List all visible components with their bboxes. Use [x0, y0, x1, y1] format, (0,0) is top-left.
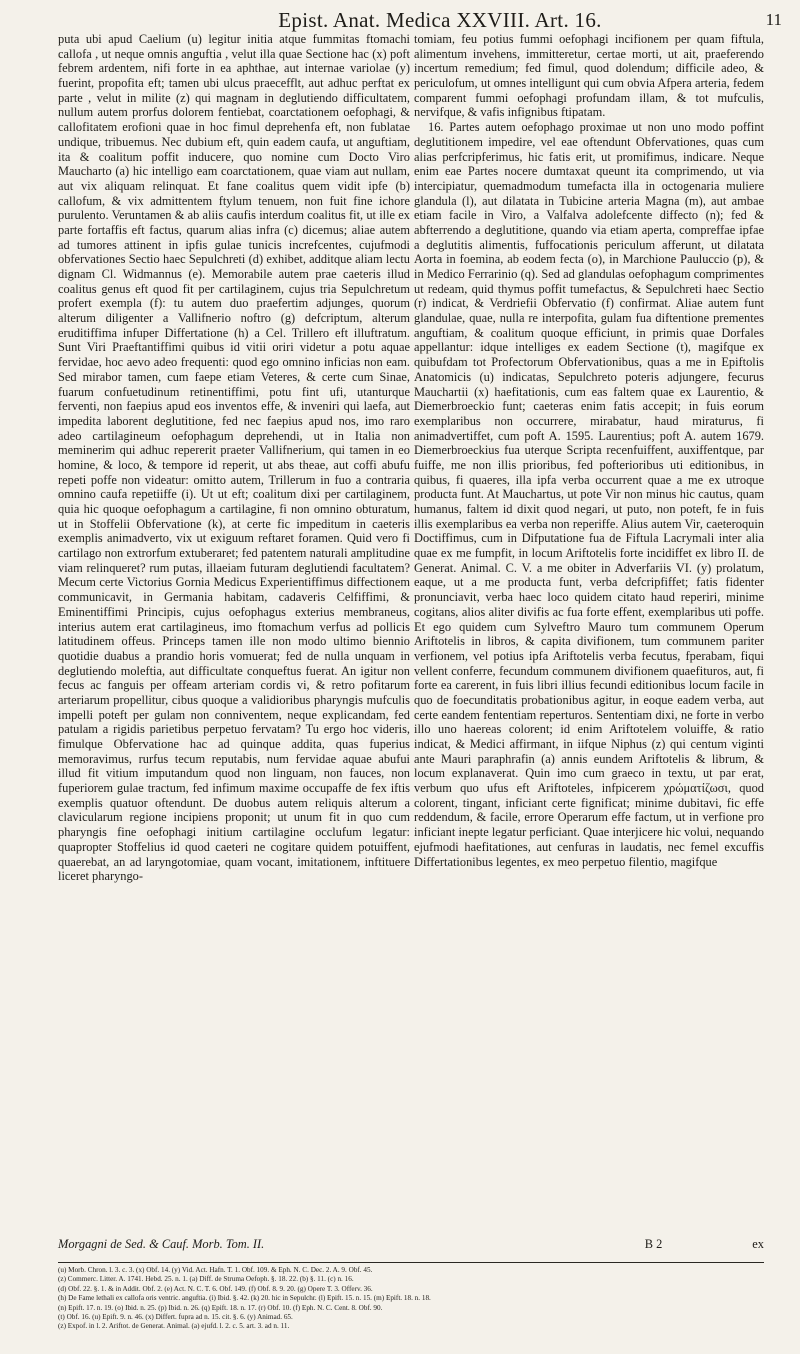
paragraph: puta ubi apud Caelium (u) legitur initia atque fummitas ftomachi callofa , ut neque omnis anguftia , velut illa quae Sectione hac (x) poft febrem ardentem, nifi forte in ea aphthae, aut internae variolae (y) fuerint, propofita eft; tamen ubi ulcus praecefflt, aut adhuc perftat ex parte , velut in milite (z) qui magnam in deglutiendo difficultatem, nullum autem prorfus dolorem fentiebat, coarctationem oefophagi, & callofitatem erofioni quae in hoc fimul deprehenfa eft, non fublatae undique, tribuemus. Nec dubium eft, quin eadem caufa, ut anguftiam, ita & coalitum poffit inducere, quo nomine cum Docto Viro Maucharto (a) hic intelligo eam coarctationem, quae viam aut nullam, aut vix aliquam relinquat. Et fane coalitus quem vidit ipfe (b) callofum, & vix admittentem ftylum tenuem, non fuit fine ichore purulento. Veruntamen & ab aliis caufis interdum coalitus fit, ut ille ex parte fortaffis eft factus, quarum alias infra (c) dicemus; aliae autem ad tumores attinent in ipfis gulae tunicis increfcentes, cujufmodi obfervationes Sectio haec Sepulchreti (d) exhibet, additque aliam lectu dignam Cl. Widmannus (e). Memorabile autem prae caeteris illud coalitus genus eft quod fit per cartilaginem, cujus tria Sepulchretum profert exempla (f): tu autem duo praefertim adjunges, quorum alterum diligenter a Vallifnerio noftro (g) defcriptum, alterum eruditiffima infuper Differtatione (h) a Cel. Trillero eft illuftratum. Sunt Viri Praeftantiffimi quibus id vitii oriri videtur a potu aquae fervidae, hoc aevo adeo frequenti: quod ego omnino inficias non eam. Sed mirabor tamen, cum faepe etiam Veteres, & certe cum Sinae, fuarum confuetudinum retinentiffimi, potu fint ufi, utanturque ferventi, non faepius apud eos inventos effe, & inveniri qui laefa, aut impedita laborent deglutitione, fed nec faepius apud nos, imo raro adeo cartilagineum oefophagum deprehendi, ut in Italia non meminerim qui adhuc repererit praeter Vallifnerium, qui tamen in eo homine, & loco, & tempore id reperit, ut abs theae, aut coffi abufu repeti poffe non videatur: omitto autem, Trillerum in fuo a contraria omnino caufa repetiiffe (i). Ut ut eft; coalitum dixi per cartilaginem, quia hic quoque oefophagum a cartilagine, fi non omnino obturatum, ut in Stoffelii Obfervatione (k), at certe fic impeditum in caeteris exemplis animadverto, vix ut exiguum reftaret foramen. Quid vero fi cartilago non extrorfum extuberaret; fed patentem naturali amplitudine viam relinqueret? rum putas, illaeiam futuram deglutiendi facultatem? Mecum certe Victorius Gornia Medicus Experientiffimus diffectionem communicavit, in Germania habitam, cadaveris Celfiffimi, & Eminentiffimi Principis, cujus oefophagus exterius membraneus, interius autem erat cartilagineus, imo ftomachum verfus ad pollicis latitudinem offeus. Princeps tamen ille non modo ultimo biennio quotidie duabus a prandio horis vomuerat; fed de nulla unquam in deglutiendo moleftia, aut difficultate conqueftus fuerat. An igitur non fecus ac fanguis per offeam arteriam cordis vi, & retro pofitarum arteriarum propellitur, cibus quoque a validioribus pharyngis mufculis impelli poteft per gulam non conniventem, neque explicandam, fed patulam a rigidis parietibus perpetuo fervatam? Tu ergo hoc videris, fimulque Obfervatione hac ad quinque addita, quas fuperius memoravimus, rurfus tecum reputabis, num fervidae aquae abufui illud fit vitium imputandum quod non linguam, non fauces, non fuperiorem gulae tractum, fed infimum maxime occupaffe de fex iftis exemplis quatuor oftendunt. De duobus autem reliquis alterum a clavicularum regione incipiens proponit; ut unum fit in quo cum pharyngis fine oefophagi initium cartilagine occlufum legatur: quapropter Stoffelius id quod caeteri ne cogitare quidem potuiffent, quaerebat, an ad laryngotomiae, quam vocant, imitationem, inftituere liceret pharyngo-: [58, 32, 410, 884]
right-column: [414, 32, 764, 869]
footnotes: [58, 1266, 764, 1332]
paragraph: tomiam, feu potius fummi oefophagi incifionem per quam fiftula, alimentum invehens, immitteretur, certae morti, ut ait, praeferendo incertum remedium; fed fimul, quod dolendum; difficile adeo, & periculofum, ut omnes intelligunt qui cum obvia Afpera arteria, fedem comparent fummi oefophagi profundam illam, & tot mufculis, nervifque, & vafis infignibus ftipatam.: [414, 32, 764, 120]
footnote-line: (t) Obf. 16. (u) Epift. 9. n. 46. (x) Differt. fupra ad n. 15. cit. §. 6. (y) Animad. 65.: [58, 1313, 293, 1322]
left-column: [58, 32, 410, 884]
paragraph: 16. Partes autem oefophago proximae ut non uno modo poffint deglutitionem impedire, vel eae oftendunt Obfervationes, quas cum alias perfcripferimus, hic fatis erit, ut promifimus, indicare. Neque enim eae Partes nocere dumtaxat queunt ita comprimendo, ut via intercipiatur, quemadmodum tumefacta illa in octogenaria muliere glandula (l), aut dilatata in Tubicine arteria Magna (m), aut ambae etiam facile in Viro, a Valfalva adolefcente diffecto (n); fed & abfterrendo a deglutitione, quando via etiam aperta, compreffae ipfae a deglutitis alimentis, fuffocationis periculum afferunt, ut dilatata Aorta in foemina, ab eodem fecta (o), in Marchione Pauluccio (p), & in Medico Ferrarinio (q). Sed ad glandulas oefophagum comprimentes ut redeam, quid thymus poffit tumefactus, & Sepulchreti haec Sectio (r) indicat, & Verdriefii Obfervatio (f) confirmat. Aliae autem funt glandulae, quae, nulla re interpofita, gulam fua diftentione prementes anguftiam, & coalitum quoque efficiunt, in primis quae Dorfales appellantur: idque intelliges ex eadem Sectione (t), magifque ex quibufdam tot Profectorum Obfervationibus, quas a me in Epiftolis Anatomicis (u) indicatas, Sepulchreto poteris adjungere, fecurus Mauchartii (x) haefitationis, cum eas faltem quae ex Laurentio, & Diemerbroeckio funt; caeteras enim fatis accepit; in fuis eorum exemplaribus non occurrere, mirabatur, haud miraturus, fi animadvertiffet, cum poft A. 1595. Laurentius; poft A. autem 1679. Diemerbroeckius fua uterque Scripta recenfuiffent, auxiffentque, par fuiffe, me non illis prioribus, fed pofterioribus uti editionibus, in quibus, fi quaeres, illa ipfa verba occurrent quae a me ex utroque producta funt. At Mauchartus, ut pote Vir non minus hic cautus, quam humanus, faltem id dixit quod negari, ut puto, non poteft, fe in fuis illis exemplaribus ea verba non reperiffe. Alius autem Vir, caeteroquin Doctiffimus, cum in Difputatione fua de Fiftula Lacrymali inter alia quae ex me fumpfit, in locum Ariftotelis forte incidiffet ex libro II. de Generat. Animal. C. V. a me obiter in Adverfariis VI. (y) prolatum, eaque, ut a me producta funt, verba defcripfiffet; fatis fidenter pronunciavit, verba haec loco quidem citato haud reperiri, minime cogitans, alios aliter divifis ac fua forte effent, exemplaribus uti poffe. Et ego quidem cum Sylveftro Mauro tum communem Operum Ariftotelis in libros, & capita divifionem, tum communem pariter verfionem, vel potius ipfa Ariftotelis verba fecutus, fperabam, fiqui vellent conferre, fecundum communem divifionem quaefituros, aut, fi forte ea carerent, in fuis libri illius fecundi editionibus locum facile in quo de foecunditatis probationibus agitur, in eoque eadem verba, aut certe eandem fententiam reperturos. Sententiam dixi, ne forte in verbo illo uno haereas colorent; id enim Ariftotelem voluiffe, & ratio indicat, & Medici affirmant, in iifque Niphus (z) qui centum viginti ante Mauri paraphrafin (a) annis eundem Ariftotelis & librum, & locum explanaverat. Quin imo cum graeco in textu, ut par erat, verbum quo ufus eft Ariftoteles, infpicerem χρώματίζωσι, quod colorent, tingant, inficiant certe fignificat; minime dubitavi, fic effe reddendum, & facile, errore Operarum effe factum, ut in verfione pro inficiant inepte legatur perficiant. Quae interjicere hic volui, nequando ejufmodi haefitationes, aut cenfuras in laudatis, nec femel excuffis Differtationibus legentes, ex meo perpetuo filentio, magifque: [414, 120, 764, 869]
footnote-line: (z) Expof. in l. 2. Ariftot. de Generat. Animal. (a) ejufd. l. 2. c. 5. art. 3. ad n. 11.: [58, 1322, 290, 1331]
footnote-line: (u) Morb. Chron. l. 3. c. 3. (x) Obf. 14. (y) Vid. Act. Hafn. T. 1. Obf. 109. & Eph. N. C. Dec. 2. A. 9. Obf. 45.: [58, 1266, 373, 1274]
signature-mark: B 2: [644, 1237, 663, 1251]
running-head: Epist. Anat. Medica XXVIII. Art. 16.: [278, 8, 602, 32]
footnote-line: (n) Epift. 17. n. 19. (o) Ibid. n. 25. (p) Ibid. n. 26. (q) Epift. 18. n. 17. (r) Obf. 10. (f) Eph. N. C. Cent. 8. Obf. 90.: [58, 1303, 383, 1312]
footnote-line: (d) Obf. 22. §. 1. & in Addit. Obf. 2. (e) Act. N. C. T. 6. Obf. 149. (f) Obf. 8. 9. 20. (g) Opere T. 3. Offerv. 36.: [58, 1284, 373, 1293]
catchline: [58, 1237, 764, 1252]
footnote-line: (z) Commerc. Litter. A. 1741. Hebd. 25. n. 1. (a) Diff. de Struma Oefoph. §. 18. 22. (b) §. 11. (c) n. 16.: [58, 1275, 354, 1284]
page-number: 11: [765, 10, 782, 29]
catchword: ex: [752, 1237, 764, 1251]
footnote-divider: [58, 1262, 764, 1263]
footnote-line: (h) De Fame lethali ex callofa oris ventric. anguftia. (i) Ibid. §. 42. (k) 20. hic in Sepulchr. (l) Epift. 15. n. 15. (m) Epift. 18. n. 18.: [58, 1294, 431, 1303]
book-reference: Morgagni de Sed. & Cauf. Morb. Tom. II.: [58, 1237, 265, 1251]
